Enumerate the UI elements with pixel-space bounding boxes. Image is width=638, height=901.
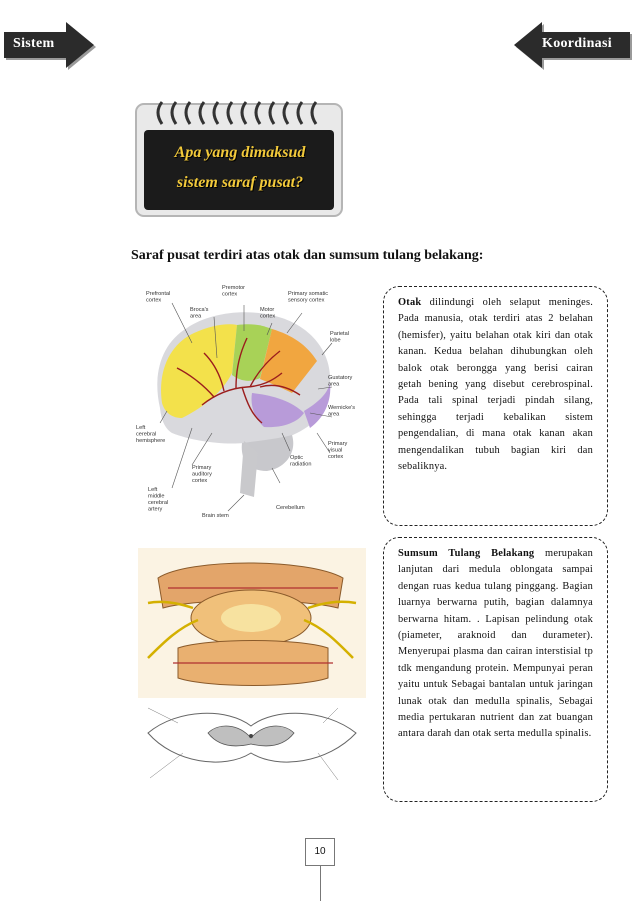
- label-auditory: Primary auditory cortex: [192, 465, 212, 484]
- label-hemisphere: Left cerebral hemisphere: [136, 425, 166, 444]
- label-premotor: Premotor cortex: [222, 285, 246, 298]
- page-number: 10: [305, 838, 335, 866]
- label-somatic: Primary somatic sensory cortex: [288, 291, 329, 304]
- brain-diagram: [132, 283, 364, 523]
- title-line-2: sistem saraf pusat?: [176, 174, 304, 191]
- label-parietal: Parietal lobe: [330, 331, 349, 344]
- sumsum-paragraph: [398, 546, 593, 743]
- label-cerebellum: Cerebellum: [276, 505, 305, 511]
- title-line-1: Apa yang dimaksud: [174, 144, 306, 161]
- nav-next-label: Koordinasi: [542, 36, 612, 51]
- label-wernicke: Wernicke's area: [328, 405, 356, 418]
- label-motor: Motor cortex: [260, 307, 276, 320]
- nav-prev-label: Sistem: [13, 36, 55, 51]
- label-prefrontal: Prefrontal cortex: [146, 291, 171, 304]
- sumsum-term: Sumsum Tulang Belakang: [398, 548, 535, 559]
- sumsum-description-box: [383, 537, 608, 802]
- label-optic: Optic radiation: [290, 455, 312, 468]
- otak-paragraph: [398, 295, 593, 475]
- nav-prev-arrow[interactable]: [4, 20, 96, 70]
- spinal-cord-icon: [138, 548, 366, 794]
- label-visual: Primary visual cortex: [328, 441, 348, 460]
- otak-term: Otak: [398, 297, 422, 308]
- label-artery: Left middle cerebral artery: [148, 487, 169, 513]
- label-brainstem: Brain stem: [202, 513, 229, 519]
- heading-notebook-card: [132, 98, 346, 220]
- intro-text: Saraf pusat terdiri atas otak dan sumsum tulang belakang:: [131, 248, 484, 263]
- label-broca: Broca's area: [190, 307, 209, 320]
- brain-illustration-icon: [157, 303, 332, 511]
- label-gustatory: Gustatory area: [328, 375, 353, 388]
- otak-description-box: [383, 286, 608, 526]
- sumsum-text: merupakan lanjutan dari medula oblongata sampai dengan ruas kedua tulang pinggang. Bagian luarnya berwarna putih, bagian dalamnya berwarna hitam. . Lapisan pelindung otak (piameter, araknoid dan durameter). Menyerupai plasma dan cairan interstisial tp tdk mengandung protein. Mempunyai peran yaitu untuk Sebagai bantalan untuk jaringan lunak otak dan medulla spinalis, Sebagai media pertukaran nutrient dan zat buangan antara darah dan otak serta medulla spinalis.: [398, 548, 594, 740]
- nav-next-arrow[interactable]: [512, 20, 632, 70]
- spinal-cord-illustration: [138, 548, 366, 794]
- otak-text: dilindungi oleh selaput meninges. Pada manusia, otak terdiri atas 2 belahan (hemisfer), yaitu belahan otak kiri dan otak kanan. Kedua belahan dihubungkan oleh balok otak berongga yang berisi cairan getah bening yang disebut cerebrospinal. Pada tali spinal terjadi pindah silang, sehingga terjadi kebalikan sistem pengendalian, di mana otak kanan akan mengendalikan tubuh bagian kiri dan sebaliknya.: [398, 297, 593, 473]
- page-title: [150, 138, 330, 198]
- page-number-divider: [320, 866, 321, 901]
